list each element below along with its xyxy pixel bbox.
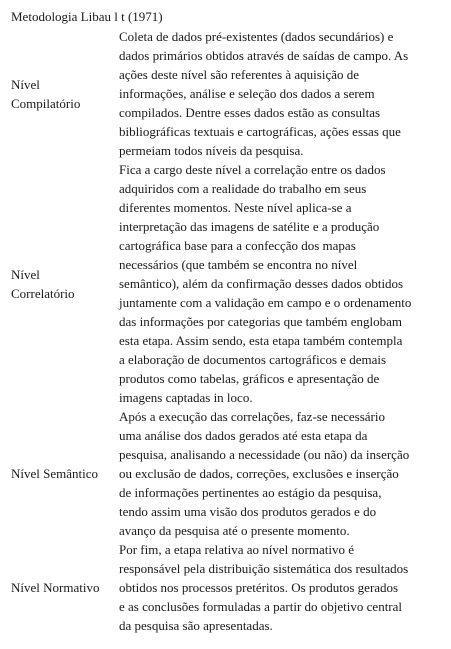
description-line: responsável pela distribuição sistemática dos resultados: [119, 561, 409, 576]
description-cell: [117, 540, 446, 635]
description-line: bibliográficas textuais e cartográficas, ações essas que: [119, 124, 401, 139]
level-name: Nível: [11, 266, 40, 282]
level-cell: [8, 407, 117, 540]
description-line: diferentes momentos. Neste nível aplica-se a: [119, 200, 352, 215]
table-row: [8, 407, 446, 540]
description-line: Após a execução das correlações, faz-se necessário: [119, 409, 385, 424]
table-title: Metodologia Libau l t (1971): [11, 9, 163, 24]
description-line: interpretação das imagens de satélite e a produção: [119, 219, 380, 234]
description-line: ações deste nível são referentes à aquisição de: [119, 67, 360, 82]
level-cell: [8, 27, 117, 160]
description-line: necessários (que também se encontra no nível: [119, 257, 358, 272]
level-name: Nível Semântico: [11, 466, 99, 481]
description-line: obtidos nos processos pretéritos. Os produtos gerados: [119, 580, 399, 595]
level-name: Nível Normativo: [11, 580, 100, 595]
description-cell: [117, 407, 446, 540]
level-cell: [8, 540, 117, 635]
description-line: permeiam todos níveis da pesquisa.: [119, 143, 304, 158]
level-name: Compilatório: [11, 95, 81, 111]
description-line: informações, análise e seleção dos dados a serem: [119, 86, 375, 101]
table-row: [8, 540, 446, 635]
description-line: juntamente com a validação em campo e o ordenamento: [119, 295, 412, 310]
description-line: de informações pertinentes ao estágio da pesquisa,: [119, 485, 382, 500]
description-line: ou exclusão de dados, correções, exclusões e inserção: [119, 466, 399, 481]
description-line: Fica a cargo deste nível a correlação entre os dados: [119, 162, 386, 177]
description-line: a elaboração de documentos cartográficos e demais: [119, 352, 387, 367]
description-line: produtos como tabelas, gráficos e apresentação de: [119, 371, 380, 386]
description-line: tendo assim uma visão dos produtos gerados e do: [119, 504, 377, 519]
description-line: cartográfica base para a confecção dos mapas: [119, 238, 356, 253]
description-line: e as conclusões formuladas a partir do objetivo central: [119, 599, 403, 614]
description-line: avanço da pesquisa até o presente momento.: [119, 523, 350, 538]
description-line: semântico), além da confirmação desses dados obtidos: [119, 276, 404, 291]
description-cell: [117, 160, 446, 407]
table-row: [8, 160, 446, 407]
methodology-table: [8, 27, 446, 635]
level-name: Nível: [11, 76, 40, 92]
description-line: uma análise dos dados gerados até esta etapa da: [119, 428, 368, 443]
description-line: esta etapa. Assim sendo, esta etapa também contempla: [119, 333, 403, 348]
description-line: compilados. Dentre esses dados estão as consultas: [119, 105, 381, 120]
description-line: adquiridos com a realidade do trabalho em seus: [119, 181, 367, 196]
description-line: Por fim, a etapa relativa ao nível normativo é: [119, 542, 354, 557]
description-line: imagens captadas in loco.: [119, 390, 253, 405]
level-cell: [8, 160, 117, 407]
description-line: das informações por categorias que também englobam: [119, 314, 403, 329]
description-line: dados primários obtidos através de saídas de campo. As: [119, 48, 409, 63]
description-line: Coleta de dados pré-existentes (dados secundários) e: [119, 29, 394, 44]
description-line: pesquisa, analisando a necessidade (ou não) da inserção: [119, 447, 410, 462]
table-row: [8, 27, 446, 160]
description-cell: [117, 27, 446, 160]
level-name: Correlatório: [11, 285, 75, 301]
description-line: da pesquisa são apresentadas.: [119, 618, 273, 633]
